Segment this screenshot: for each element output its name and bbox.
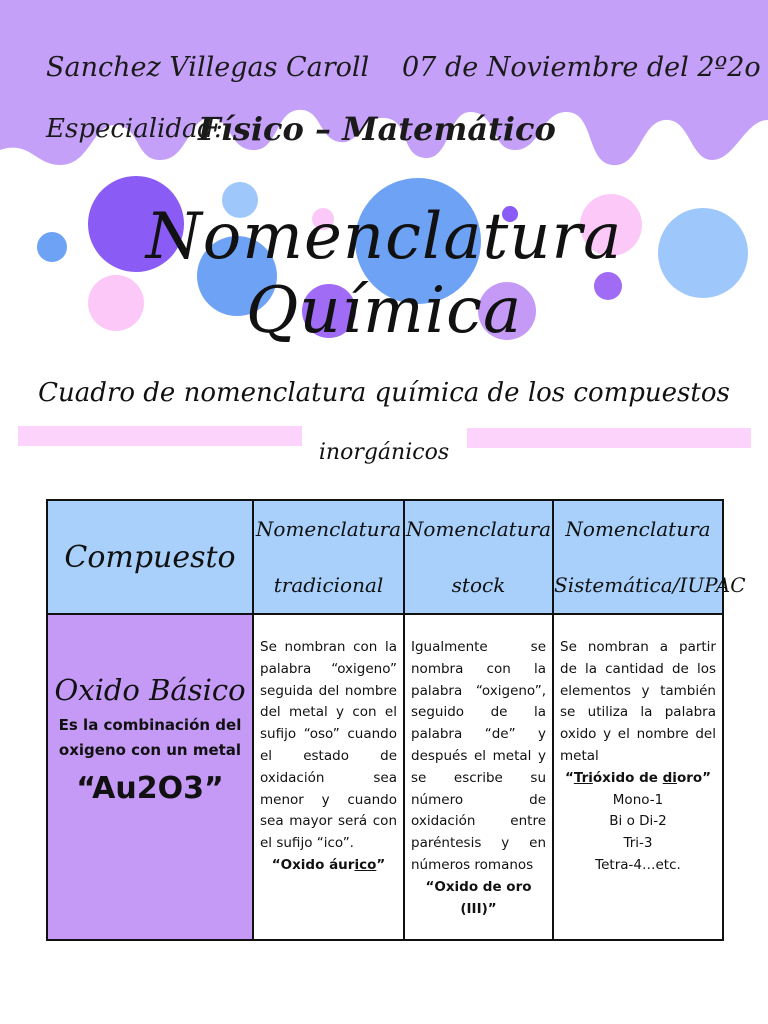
header-stock-line2: stock bbox=[451, 573, 506, 597]
prefix-item: Mono-1 bbox=[612, 791, 664, 808]
compound-formula: “Au2O3” bbox=[76, 771, 224, 806]
subtitle-line2: inorgánicos bbox=[318, 440, 450, 465]
header-stock-line1: Nomenclatura bbox=[405, 517, 552, 541]
traditional-cell bbox=[253, 614, 404, 940]
systematic-example bbox=[554, 768, 722, 790]
traditional-example-post: ” bbox=[376, 856, 386, 873]
systematic-example-di: di bbox=[662, 769, 677, 786]
systematic-example-mid: óxido de bbox=[592, 769, 663, 786]
compound-name: Oxido Básico bbox=[54, 673, 246, 707]
traditional-example-underlined: ico bbox=[354, 856, 377, 873]
specialty-value: Físico – Matemático bbox=[198, 110, 556, 148]
stock-text: Igualmente se nombra con la palabra “oxigeno”, seguido de la palabra “de” y después el metal y se escribe su número de oxidación entre paréntesis y en números romanos bbox=[411, 639, 546, 873]
purple-drip-header bbox=[0, 0, 768, 190]
stock-example: “Oxido de oro (III)” bbox=[425, 878, 532, 917]
systematic-example-end: oro” bbox=[676, 769, 712, 786]
subtitle-line1: Cuadro de nomenclatura química de los compuestos bbox=[38, 378, 730, 408]
specialty-label: Especialidad: bbox=[46, 114, 223, 144]
nomenclature-table bbox=[46, 499, 746, 941]
traditional-example bbox=[254, 855, 403, 877]
systematic-example-tri: Tri bbox=[573, 769, 593, 786]
header-tradicional bbox=[253, 500, 404, 614]
compound-cell bbox=[47, 614, 253, 940]
systematic-text: Se nombran a partir de la cantidad de los elementos y también se utiliza la palabra oxido y el nombre del metal bbox=[560, 639, 716, 764]
header-tradicional-line1: Nomenclatura bbox=[255, 517, 402, 541]
page-title: Nomenclatura Química bbox=[145, 200, 623, 348]
prefix-list bbox=[554, 790, 722, 877]
header-sistematica bbox=[553, 500, 746, 614]
header-sistematica-line1: Nomenclatura bbox=[565, 517, 711, 541]
header-tradicional-line2: tradicional bbox=[273, 573, 384, 597]
systematic-example-open: “ bbox=[564, 769, 574, 786]
compound-description: Es la combinación del oxigeno con un metal bbox=[58, 716, 242, 759]
prefix-item: Bi o Di-2 bbox=[609, 813, 667, 830]
header-compuesto-label: Compuesto bbox=[64, 539, 236, 575]
student-name: Sanchez Villegas Caroll bbox=[46, 52, 370, 83]
systematic-cell bbox=[553, 614, 723, 940]
table-header-row bbox=[47, 500, 723, 614]
traditional-text: Se nombran con la palabra “oxigeno” seguida del nombre del metal y con el sufijo “oso” cuando el estado de oxidación sea menor y cuando sea mayor será con el sufijo “ico”. bbox=[260, 639, 397, 852]
date: 07 de Noviembre del 2º2o bbox=[402, 52, 761, 83]
prefix-item: Tri-3 bbox=[623, 835, 653, 852]
header-sistematica-line2: Sistemática/IUPAC bbox=[554, 573, 746, 597]
prefix-item: Tetra-4…etc. bbox=[595, 856, 681, 873]
header-stock bbox=[404, 500, 553, 614]
stock-cell bbox=[404, 614, 553, 940]
table-row bbox=[47, 614, 723, 940]
traditional-example-pre: “Oxido áur bbox=[271, 856, 355, 873]
header-compuesto bbox=[47, 500, 253, 614]
